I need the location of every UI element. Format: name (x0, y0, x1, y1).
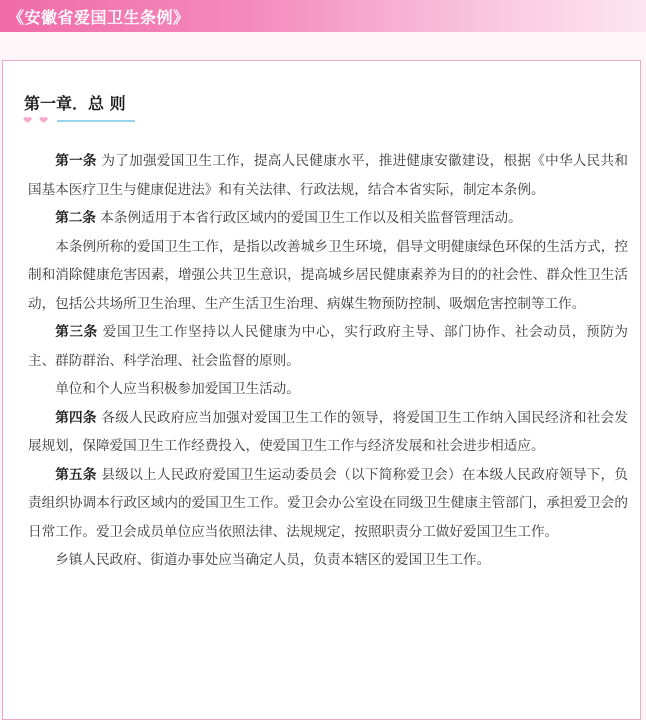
heart-icon: ❤ (23, 114, 33, 127)
paragraph-text: 各级人民政府应当加强对爱国卫生工作的领导，将爱国卫生工作纳入国民经济和社会发展规划，保障爱国卫生工作经费投入，使爱国卫生工作与经济发展和社会进步相适应。 (28, 409, 629, 454)
article-number: 第五条 (55, 466, 97, 483)
paragraph-text: 县级以上人民政府爱国卫生运动委员会（以下简称爱卫会）在本级人民政府领导下，负责组织协调本行政区域内的爱国卫生工作。爱卫会办公室设在同级卫生健康主管部门，承担爱卫会的日常工作。爱卫会成员单位应当依照法律、法规规定，按照职责分工做好爱国卫生工作。 (28, 466, 629, 540)
chapter-underline (57, 120, 135, 122)
paragraph (28, 375, 628, 404)
paragraph-text: 爱国卫生工作坚持以人民健康为中心，实行政府主导、部门协作、社会动员，预防为主、群防群治、科学治理、社会监督的原则。 (28, 324, 628, 369)
paragraph-text: 本条例适用于本省行政区域内的爱国卫生工作以及相关监督管理活动。 (95, 210, 522, 226)
paragraph-text: 乡镇人民政府、街道办事处应当确定人员，负责本辖区的爱国卫生工作。 (55, 552, 491, 568)
header-title: 《安徽省爱国卫生条例》 (8, 8, 190, 27)
article-number: 第四条 (55, 409, 97, 426)
heart-icon: ❤ (39, 114, 49, 127)
document-body (2, 60, 641, 720)
article-text (28, 147, 628, 575)
paragraph (28, 546, 628, 575)
paragraph (28, 233, 628, 319)
paragraph-text: 为了加强爱国卫生工作，提高人民健康水平，推进健康安徽建设，根据《中华人民共和国基本医疗卫生与健康促进法》和有关法律、行政法规，结合本省实际，制定本条例。 (28, 153, 629, 198)
article-number: 第三条 (55, 324, 98, 340)
header-bar (0, 0, 646, 32)
article-number: 第一条 (55, 153, 97, 169)
paragraph (28, 318, 628, 375)
paragraph (28, 204, 628, 233)
paragraph (28, 461, 628, 547)
paragraph-text: 本条例所称的爱国卫生工作，是指以改善城乡卫生环境，倡导文明健康绿色环保的生活方式，控制和消除健康危害因素，增强公共卫生意识，提高城乡居民健康素养为目的的社会性、群众性卫生活动，包括公共场所卫生治理、生产生活卫生治理、病媒生物预防控制、吸烟危害控制等工作。 (28, 238, 628, 312)
article-number: 第二条 (55, 210, 96, 226)
paragraph (28, 147, 628, 204)
paragraph-text: 单位和个人应当积极参加爱国卫生活动。 (55, 381, 300, 397)
chapter-title: 第一章．总 则 (24, 94, 126, 113)
paragraph (28, 404, 628, 461)
